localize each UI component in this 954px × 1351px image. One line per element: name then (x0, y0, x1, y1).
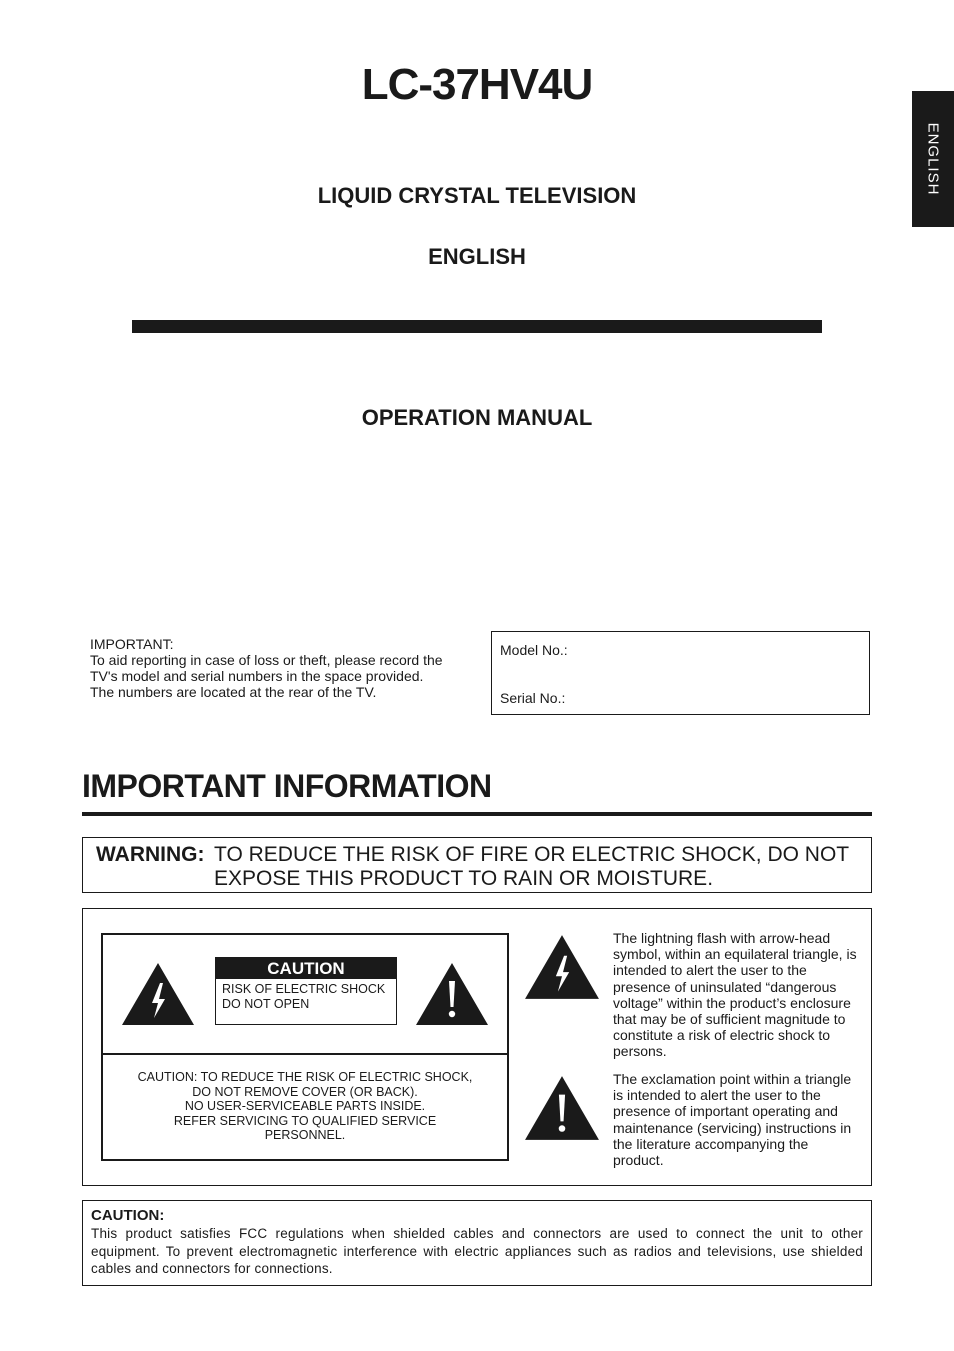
lightning-symbol-icon (523, 933, 601, 1001)
caution-instructions (103, 1070, 507, 1143)
product-title: LIQUID CRYSTAL TELEVISION (317, 183, 637, 208)
section-heading: IMPORTANT INFORMATION (82, 768, 492, 804)
caution-panel (101, 933, 509, 1161)
important-note-text: To aid reporting in case of loss or theft, please record the TV's model and serial numbers in the space provided. The numbers are located at the rear of the TV. (90, 652, 443, 700)
exclamation-warning-icon (414, 961, 490, 1027)
caution-instruction-line: NO USER-SERVICEABLE PARTS INSIDE. (184, 1099, 426, 1113)
model-title: LC-37HV4U (361, 60, 593, 109)
fcc-caution-text: This product satisfies FCC regulations when shielded cables and connectors are used to connect the unit to other equipment. To prevent electromagnetic interference with electric appliances such as radios and televisions, use shielded cables and connectors for connections. (91, 1226, 863, 1276)
safety-symbols-box (82, 908, 872, 1186)
caution-label-line2: DO NOT OPEN (222, 997, 310, 1011)
warning-label: WARNING: (96, 843, 205, 866)
serial-number-label: Serial No.: (500, 690, 566, 706)
caution-label-header: CAUTION (216, 958, 396, 979)
warning-box (82, 837, 872, 893)
manual-title: OPERATION MANUAL (361, 405, 593, 430)
section-rule (82, 812, 872, 816)
caution-instruction-line: REFER SERVICING TO QUALIFIED SERVICE (173, 1113, 437, 1128)
important-note (90, 636, 450, 700)
caution-label-line1: RISK OF ELECTRIC SHOCK (222, 982, 386, 996)
lightning-symbol-description: The lightning flash with arrow-head symbol, within an equilateral triangle, is intended to alert the user to the presence of uninsulated “dangerous voltage” within the product’s enclosure that may be of sufficient magnitude to constitute a risk of electric shock to persons. (613, 930, 857, 1060)
language-side-tab (912, 91, 954, 227)
important-note-title: IMPORTANT: (90, 636, 174, 652)
caution-label (215, 957, 397, 1025)
caution-panel-divider (103, 1053, 507, 1055)
exclamation-symbol-icon (523, 1074, 601, 1142)
fcc-caution-heading: CAUTION: (91, 1207, 165, 1224)
exclamation-symbol-description: The exclamation point within a triangle is intended to alert the user to the presence of important operating and maintenance (servicing) instructions in the literature accompanying the product. (613, 1071, 852, 1169)
lightning-warning-icon (120, 961, 196, 1027)
fcc-caution-box (82, 1200, 872, 1286)
caution-instruction-line: CAUTION: TO REDUCE THE RISK OF ELECTRIC SHOCK, (137, 1070, 473, 1084)
language-title: ENGLISH (428, 244, 526, 269)
caution-instruction-line: DO NOT REMOVE COVER (OR BACK). (192, 1084, 418, 1099)
language-side-tab-label: ENGLISH (924, 122, 942, 196)
model-number-label: Model No.: (500, 642, 568, 658)
caution-instruction-line: PERSONNEL. (264, 1128, 346, 1142)
serial-record-box (491, 631, 870, 715)
warning-text: TO REDUCE THE RISK OF FIRE OR ELECTRIC SHOCK, DO NOT EXPOSE THIS PRODUCT TO RAIN OR MOISTURE. (214, 843, 849, 890)
header-divider-bar (132, 320, 822, 333)
